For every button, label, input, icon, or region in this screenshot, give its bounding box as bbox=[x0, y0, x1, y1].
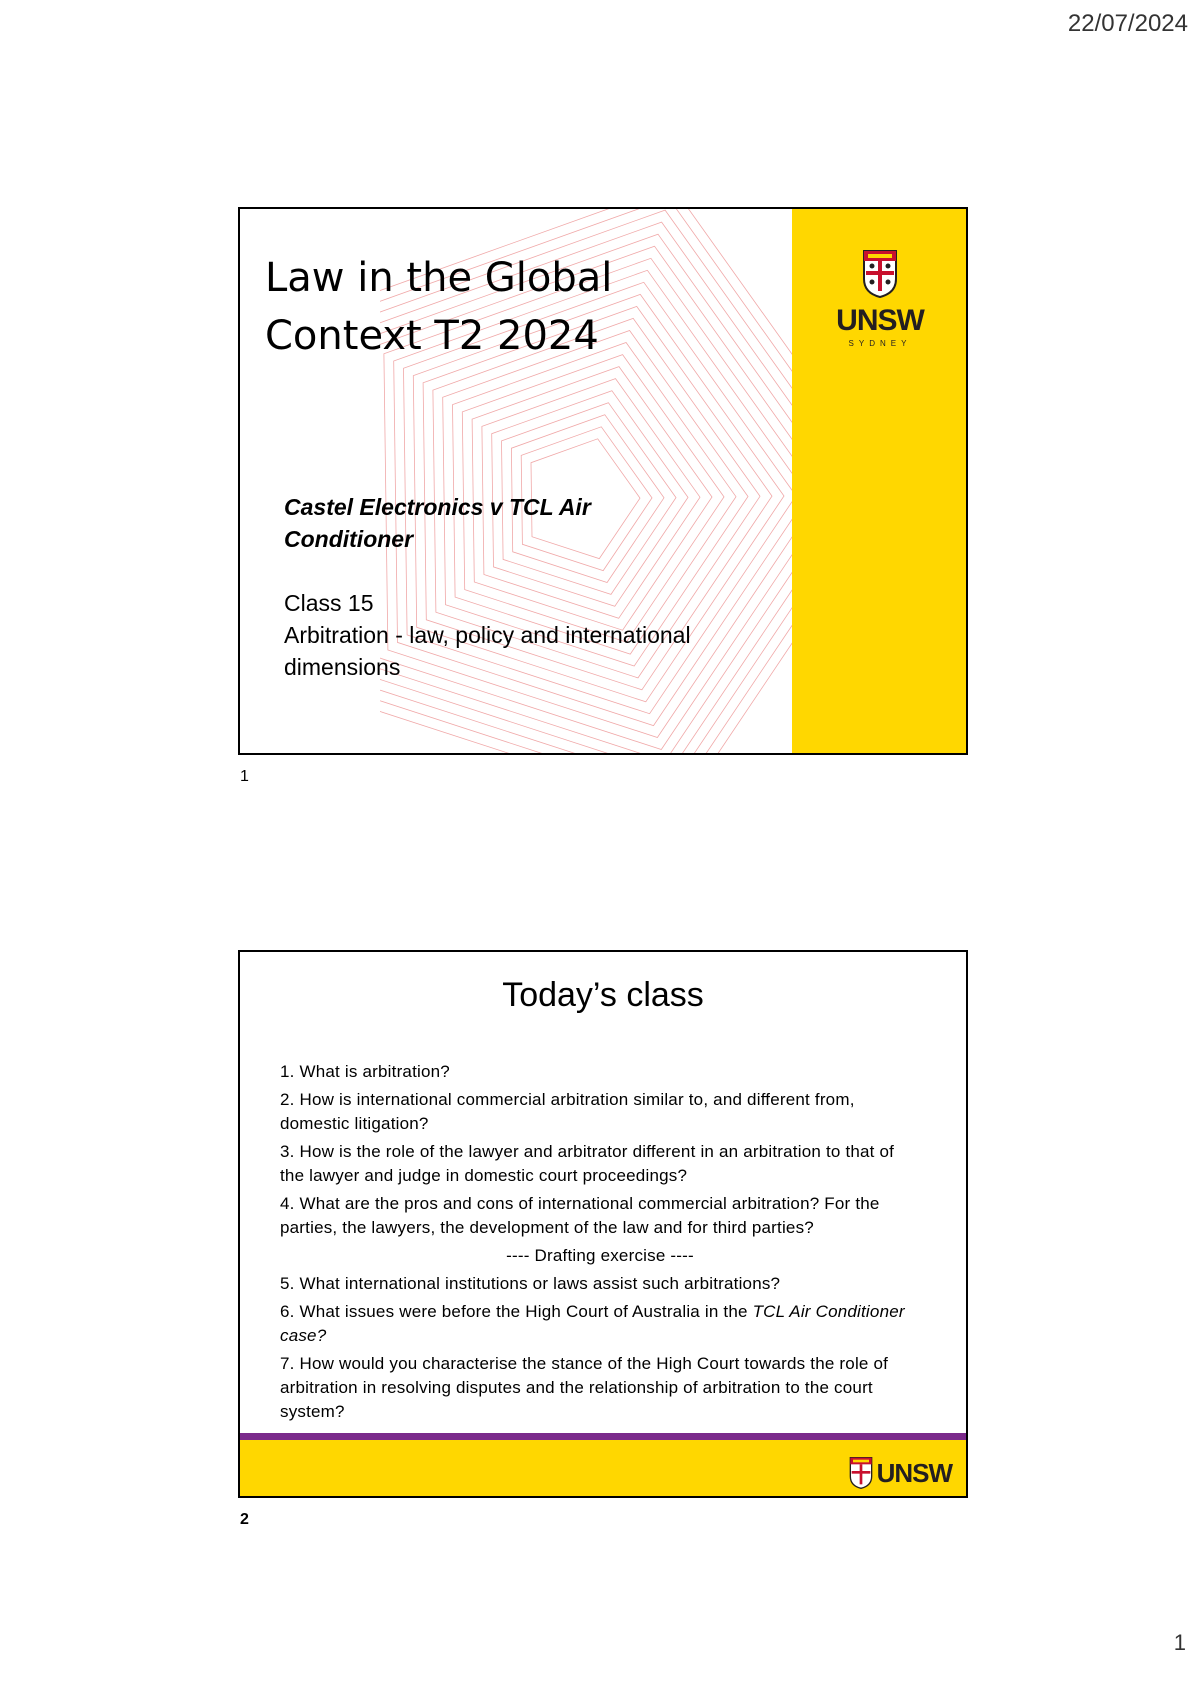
unsw-logo-text: UNSW bbox=[876, 1458, 952, 1488]
sydney-logo-text: SYDNEY bbox=[848, 339, 912, 348]
drafting-exercise-divider: ---- Drafting exercise ---- bbox=[506, 1246, 694, 1265]
question-6-text: 6. What issues were before the High Court of Australia in the bbox=[280, 1302, 753, 1321]
slide-2-title: Today’s class bbox=[502, 976, 704, 1014]
page-number: 1 bbox=[1173, 1630, 1186, 1655]
print-date: 22/07/2024 bbox=[1067, 10, 1188, 37]
question-2: 2. How is international commercial arbitration similar to, and different from, domestic litigation? bbox=[280, 1090, 855, 1133]
slide-1 bbox=[238, 207, 968, 755]
class-info bbox=[284, 587, 754, 683]
class-line-3: dimensions bbox=[284, 654, 401, 680]
unsw-crest-icon bbox=[862, 249, 898, 299]
slide-1-number: 1 bbox=[240, 768, 249, 785]
slide-1-title bbox=[265, 249, 745, 365]
question-6-case-name: TCL Air Conditioner case? bbox=[280, 1302, 905, 1345]
case-name bbox=[284, 491, 704, 555]
question-list bbox=[280, 1060, 920, 1428]
yellow-footer-bar bbox=[240, 1440, 966, 1496]
purple-divider bbox=[240, 1433, 966, 1440]
title-line-1: Law in the Global bbox=[265, 255, 613, 301]
unsw-logo-text: UNSW bbox=[836, 304, 924, 337]
question-4: 4. What are the pros and cons of international commercial arbitration? For the parties, the lawyers, the development of the law and for third parties? bbox=[280, 1194, 880, 1237]
unsw-logo-small bbox=[849, 1456, 952, 1490]
unsw-logo bbox=[830, 249, 930, 348]
question-1: 1. What is arbitration? bbox=[280, 1062, 450, 1081]
question-5: 5. What international institutions or laws assist such arbitrations? bbox=[280, 1274, 781, 1293]
question-3: 3. How is the role of the lawyer and arbitrator different in an arbitration to that of the lawyer and judge in domestic court proceedings? bbox=[280, 1142, 895, 1185]
class-line-1: Class 15 bbox=[284, 590, 374, 616]
title-line-2: Context T2 2024 bbox=[265, 313, 599, 359]
question-6 bbox=[280, 1300, 920, 1348]
case-line-2: Conditioner bbox=[284, 526, 414, 552]
question-7: 7. How would you characterise the stance of the High Court towards the role of arbitration in resolving disputes and the relationship of arbitration to the court system? bbox=[280, 1354, 889, 1421]
slide-2-number: 2 bbox=[240, 1511, 249, 1528]
unsw-crest-icon bbox=[849, 1456, 873, 1490]
class-line-2: Arbitration - law, policy and international bbox=[284, 622, 691, 648]
case-line-1: Castel Electronics v TCL Air bbox=[284, 494, 591, 520]
slide-2 bbox=[238, 950, 968, 1498]
